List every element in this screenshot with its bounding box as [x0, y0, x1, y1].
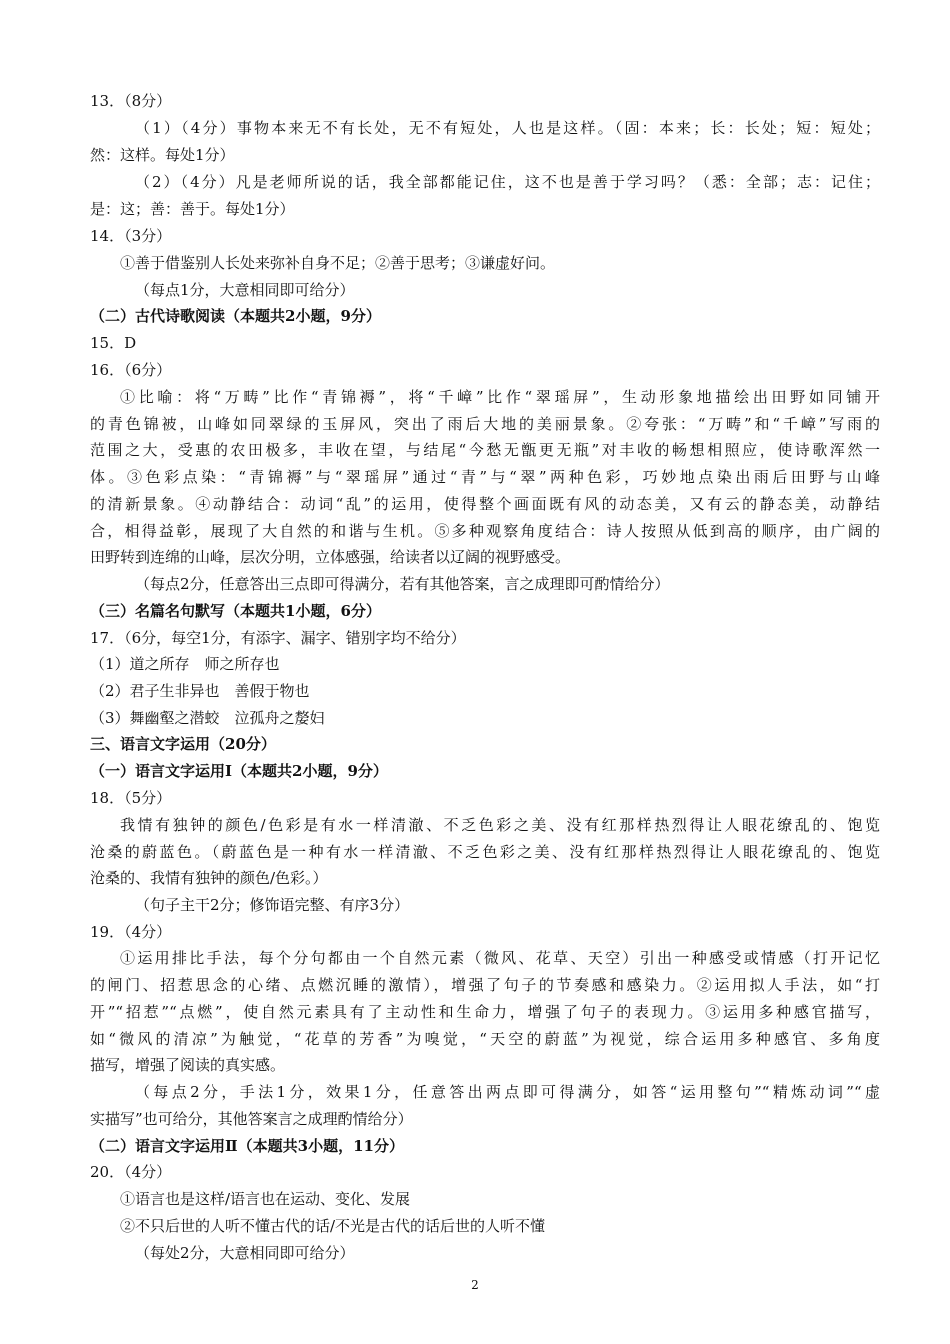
q16-answer-line4: 体。③色彩点染：“青锦褥”与“翠瑶屏”通过“青”与“翠”两种色彩，巧妙地点染出雨后田野与山峰 — [90, 468, 880, 486]
q18-scoring-note: （句子主干2分；修饰语完整、有序3分） — [135, 896, 410, 914]
q20-answer-1: ①语言也是这样/语言也在运动、变化、发展 — [120, 1190, 411, 1208]
q13-heading: 13．（8分） — [90, 92, 172, 110]
q17-answer-3: （3）舞幽壑之潜蛟 泣孤舟之嫠妇 — [90, 709, 325, 727]
q19-heading: 19．（4分） — [90, 923, 172, 941]
q19-answer-line5: 描写，增强了阅读的真实感。 — [90, 1056, 286, 1074]
q16-answer-line5: 的清新景象。④动静结合：动词“乱”的运用，使得整个画面既有风的动态美，又有云的静态美，动静结 — [90, 495, 880, 513]
section-language-use-2-heading: （二）语言文字运用Ⅱ（本题共3小题，11分） — [90, 1137, 404, 1155]
q13-part2-line2: 是：这；善：善于。每处1分） — [90, 200, 295, 218]
q16-answer-line3: 范围之大，受惠的农田极多，丰收在望，与结尾“今愁无甑更无瓶”对丰收的畅想相照应，使诗歌浑然一 — [90, 441, 880, 459]
q17-answer-1: （1）道之所存 师之所存也 — [90, 655, 280, 673]
q19-answer-line1: ①运用排比手法，每个分句都由一个自然元素（微风、花草、天空）引出一种感受或情感（打开记忆 — [120, 949, 880, 967]
q16-answer-line7: 田野转到连绵的山峰，层次分明，立体感强，给读者以辽阔的视野感受。 — [90, 548, 571, 566]
q16-scoring-note: （每点2分，任意答出三点即可得满分，若有其他答案，言之成理即可酌情给分） — [135, 575, 670, 593]
q14-heading: 14．（3分） — [90, 227, 172, 245]
q20-scoring-note: （每处2分，大意相同即可给分） — [135, 1244, 355, 1262]
q16-answer-line2: 的青色锦被，山峰如同翠绿的玉屏风，突出了雨后大地的美丽景象。②夸张：“万畴”和“千嶂”写雨的 — [90, 415, 880, 433]
q18-heading: 18．（5分） — [90, 789, 172, 807]
q20-answer-2: ②不只后世的人听不懂古代的话/不光是古代的话后世的人听不懂 — [120, 1217, 546, 1235]
q18-answer-line2: 沧桑的蔚蓝色。（蔚蓝色是一种有水一样清澈、不乏色彩之美、没有红那样热烈得让人眼花缭乱的、饱览 — [90, 843, 880, 861]
section-famous-lines-heading: （三）名篇名句默写（本题共1小题，6分） — [90, 602, 381, 620]
q13-part2-line1: （2）（4分）凡是老师所说的话，我全部都能记住，这不也是善于学习吗？（悉：全部；志：记住； — [135, 173, 880, 191]
q18-answer-line1: 我情有独钟的颜色/色彩是有水一样清澈、不乏色彩之美、没有红那样热烈得让人眼花缭乱的、饱览 — [120, 816, 880, 834]
q19-scoring-note-line1: （每点2分，手法1分，效果1分，任意答出两点即可得满分，如答“运用整句”“精炼动词”“虚 — [135, 1083, 880, 1101]
part-three-heading: 三、语言文字运用（20分） — [90, 735, 276, 753]
q17-answer-2: （2）君子生非异也 善假于物也 — [90, 682, 310, 700]
q17-heading: 17．（6分，每空1分，有添字、漏字、错别字均不给分） — [90, 629, 466, 647]
page-number: 2 — [471, 1278, 479, 1292]
q19-answer-line4: 如“微风的清凉”为触觉，“花草的芳香”为嗅觉，“天空的蔚蓝”为视觉，综合运用多种感官、多角度 — [90, 1030, 880, 1048]
q19-scoring-note-line2: 实描写”也可给分，其他答案言之成理酌情给分） — [90, 1110, 413, 1128]
q16-heading: 16．（6分） — [90, 361, 172, 379]
q18-answer-line3: 沧桑的、我情有独钟的颜色/色彩。） — [90, 869, 328, 887]
q19-answer-line2: 的闸门、招惹思念的心绪、点燃沉睡的激情），增强了句子的节奏感和感染力。②运用拟人手法，如“打 — [90, 976, 880, 994]
q15-answer: 15．D — [90, 334, 137, 352]
q16-answer-line1: ①比喻：将“万畴”比作“青锦褥”，将“千嶂”比作“翠瑶屏”，生动形象地描绘出田野如同铺开 — [120, 388, 880, 406]
q13-part1-line2: 然：这样。每处1分） — [90, 146, 235, 164]
q14-answer: ①善于借鉴别人长处来弥补自身不足；②善于思考；③谦虚好问。 — [120, 254, 556, 272]
section-ancient-poetry-heading: （二）古代诗歌阅读（本题共2小题，9分） — [90, 307, 381, 325]
q20-heading: 20．（4分） — [90, 1163, 172, 1181]
q19-answer-line3: 开”“招惹”“点燃”，使自然元素具有了主动性和生命力，增强了句子的表现力。③运用多种感官描写， — [90, 1003, 880, 1021]
q14-scoring-note: （每点1分，大意相同即可给分） — [135, 281, 355, 299]
q16-answer-line6: 合，相得益彰，展现了大自然的和谐与生机。⑤多种观察角度结合：诗人按照从低到高的顺序，由广阔的 — [90, 522, 880, 540]
q13-part1-line1: （1）（4分）事物本来无不有长处，无不有短处，人也是这样。（固：本来；长：长处；短：短处； — [135, 119, 880, 137]
section-language-use-1-heading: （一）语言文字运用Ⅰ（本题共2小题，9分） — [90, 762, 388, 780]
